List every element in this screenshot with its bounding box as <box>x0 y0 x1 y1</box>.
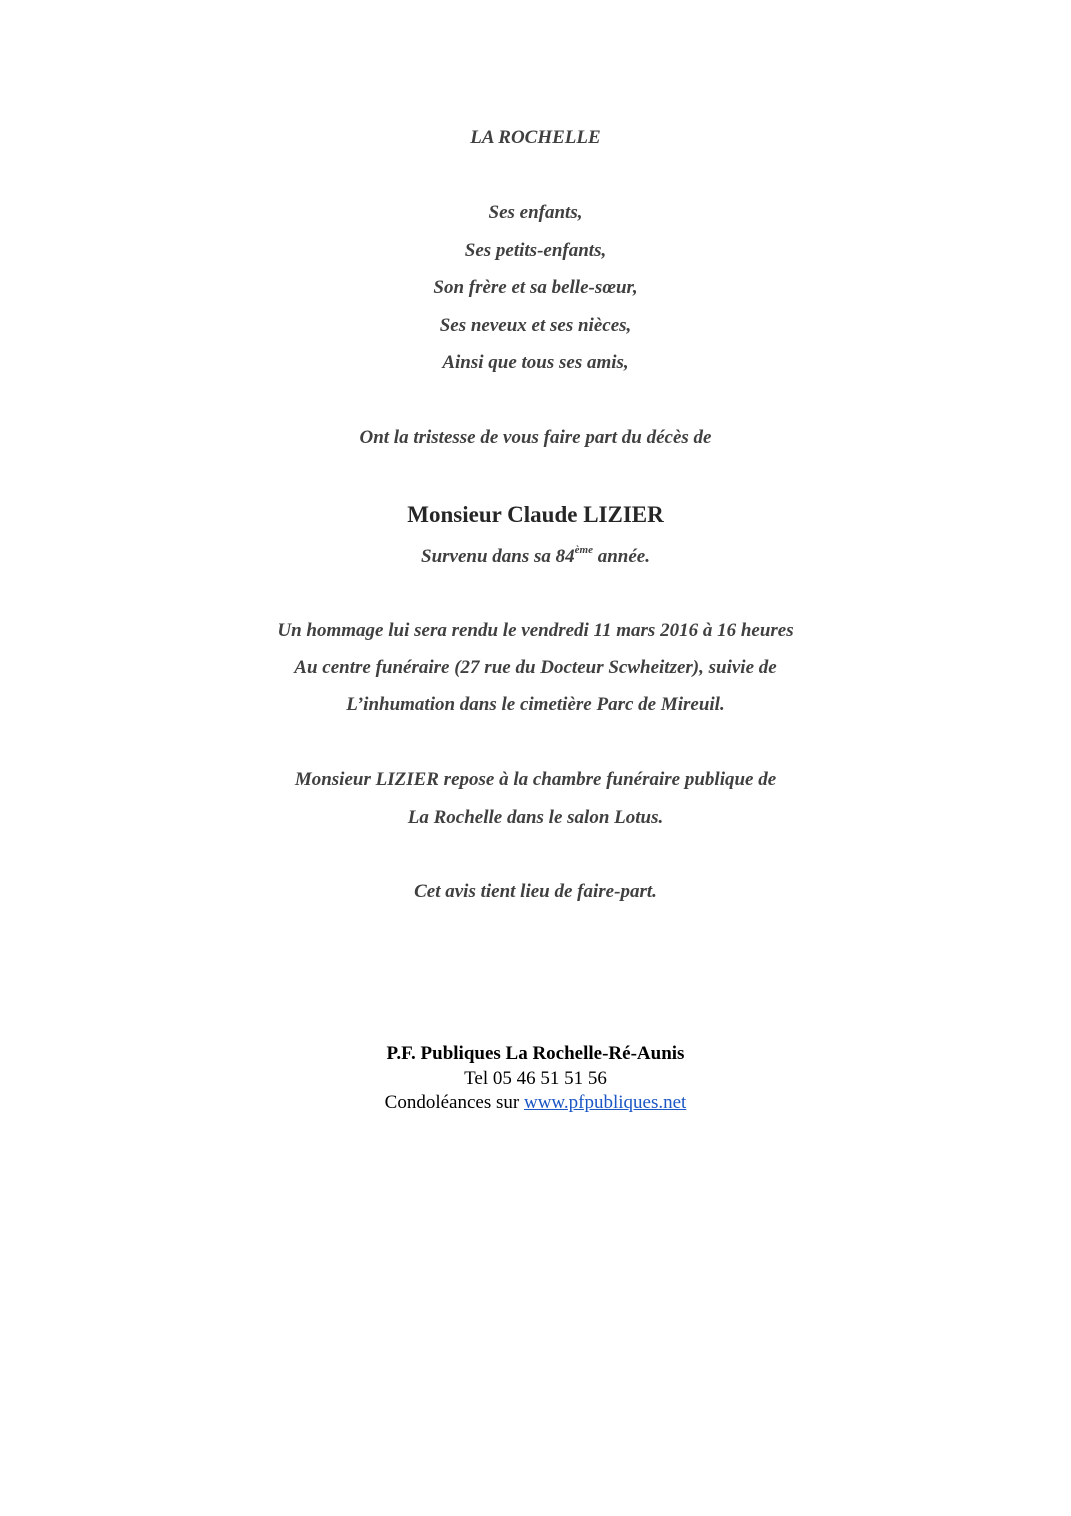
family-line: Son frère et sa belle-sœur, <box>433 277 638 298</box>
family-line: Ses enfants, <box>488 202 583 223</box>
company-name: P.F. Publiques La Rochelle-Ré-Aunis <box>386 1043 685 1064</box>
website-link[interactable]: www.pfpubliques.net <box>523 1092 687 1113</box>
deceased-name: Monsieur Claude LIZIER <box>407 502 664 527</box>
age-superscript: ème <box>574 544 593 556</box>
company-phone: Tel 05 46 51 51 56 <box>464 1068 607 1089</box>
family-line: Ses petits-enfants, <box>464 240 607 261</box>
condolences-label: Condoléances sur <box>384 1092 524 1113</box>
ceremony-line: Un hommage lui sera rendu le vendredi 11 mars 2016 à 16 heures <box>277 620 794 641</box>
age-prefix: Survenu dans sa 84 <box>421 546 575 567</box>
rest-line: La Rochelle dans le salon Lotus. <box>407 807 664 828</box>
family-line: Ainsi que tous ses amis, <box>442 352 629 373</box>
age-suffix: année. <box>592 546 650 567</box>
ceremony-line: Au centre funéraire (27 rue du Docteur Scwheitzer), suivie de <box>294 657 777 678</box>
ceremony-line: L’inhumation dans le cimetière Parc de Mireuil. <box>346 694 725 715</box>
rest-line: Monsieur LIZIER repose à la chambre funéraire publique de <box>294 769 777 790</box>
deceased-age <box>0 545 1071 571</box>
city-heading: LA ROCHELLE <box>470 127 601 148</box>
family-line: Ses neveux et ses nièces, <box>439 315 632 336</box>
announcement-text: Ont la tristesse de vous faire part du décès de <box>359 427 712 448</box>
notice-text: Cet avis tient lieu de faire-part. <box>414 881 657 902</box>
condolences-line <box>0 1091 1071 1115</box>
